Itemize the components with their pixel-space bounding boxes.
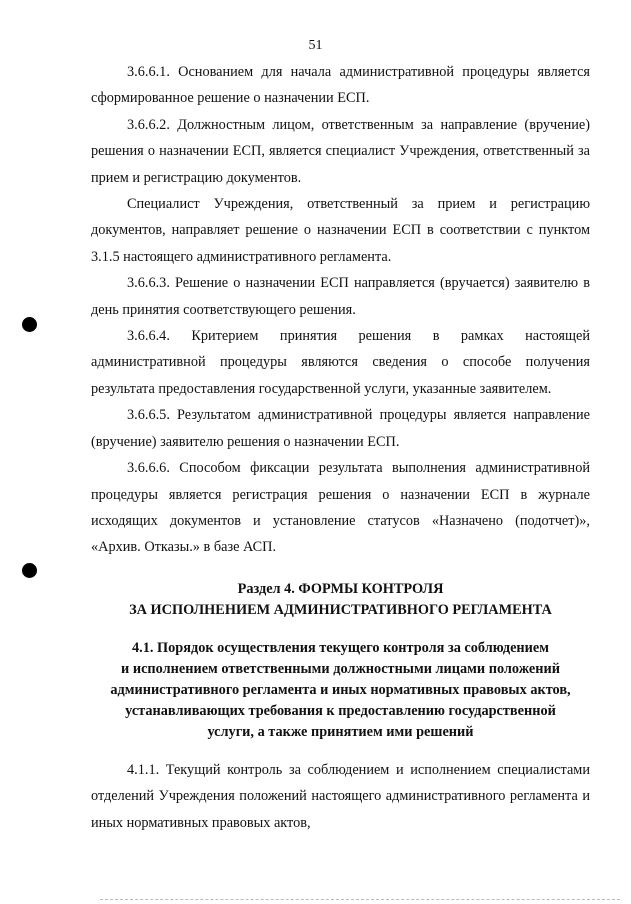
section-heading-line-1: Раздел 4. ФОРМЫ КОНТРОЛЯ <box>237 581 444 597</box>
binder-hole-mark <box>22 317 37 332</box>
subsection-heading-line: услуги, а также принятием ими решений <box>207 724 474 740</box>
paragraph-3-6-6-4: 3.6.6.4. Критерием принятия решения в рамках настоящей административной процедуры являются сведения о способе получения результата предоставления государственной услуги, указанные заявителем. <box>91 328 590 397</box>
paragraph-3-6-6-2: 3.6.6.2. Должностным лицом, ответственным за направление (вручение) решения о назначении ЕСП, является специалист Учреждения, ответственный за прием и регистрацию документов. <box>91 116 590 186</box>
paragraph-3-6-6-5: 3.6.6.5. Результатом административной процедуры является направление (вручение) заявителю решения о назначении ЕСП. <box>91 407 590 450</box>
paragraph-specialist: Специалист Учреждения, ответственный за прием и регистрацию документов, направляет решение о назначении ЕСП в соответствии с пунктом 3.1.5 настоящего административного регламента. <box>91 196 590 265</box>
section-heading-line-2: ЗА ИСПОЛНЕНИЕМ АДМИНИСТРАТИВНОГО РЕГЛАМЕНТА <box>129 602 552 618</box>
section-heading <box>91 579 590 621</box>
subsection-heading-line: административного регламента и иных нормативных правовых актов, <box>110 682 571 698</box>
subsection-heading-line: устанавливающих требования к предоставлению государственной <box>125 703 556 719</box>
paragraph-3-6-6-6: 3.6.6.6. Способом фиксации результата выполнения административной процедуры является регистрация решения о назначении ЕСП в журнале исходящих документов и установление статусов «Назначено (подотчет)», «Архив. Отказы.» в базе АСП. <box>91 460 590 556</box>
tail-text <box>91 757 590 836</box>
paragraph-3-6-6-3: 3.6.6.3. Решение о назначении ЕСП направляется (вручается) заявителю в день принятия соответствующего решения. <box>91 275 590 318</box>
subsection-heading-line: и исполнением ответственными должностными лицами положений <box>121 661 560 677</box>
body-text <box>91 59 590 561</box>
page-number: 51 <box>308 38 323 53</box>
scan-edge-line <box>100 899 620 900</box>
paragraph-3-6-6-1: 3.6.6.1. Основанием для начала административной процедуры является сформированное решение о назначении ЕСП. <box>91 64 590 107</box>
subsection-heading <box>91 638 590 743</box>
paragraph-4-1-1: 4.1.1. Текущий контроль за соблюдением и исполнением специалистами отделений Учреждения положений настоящего административного регламента и иных нормативных правовых актов, <box>91 762 590 831</box>
binder-hole-mark <box>22 563 37 578</box>
subsection-heading-line: 4.1. Порядок осуществления текущего контроля за соблюдением <box>132 640 549 656</box>
